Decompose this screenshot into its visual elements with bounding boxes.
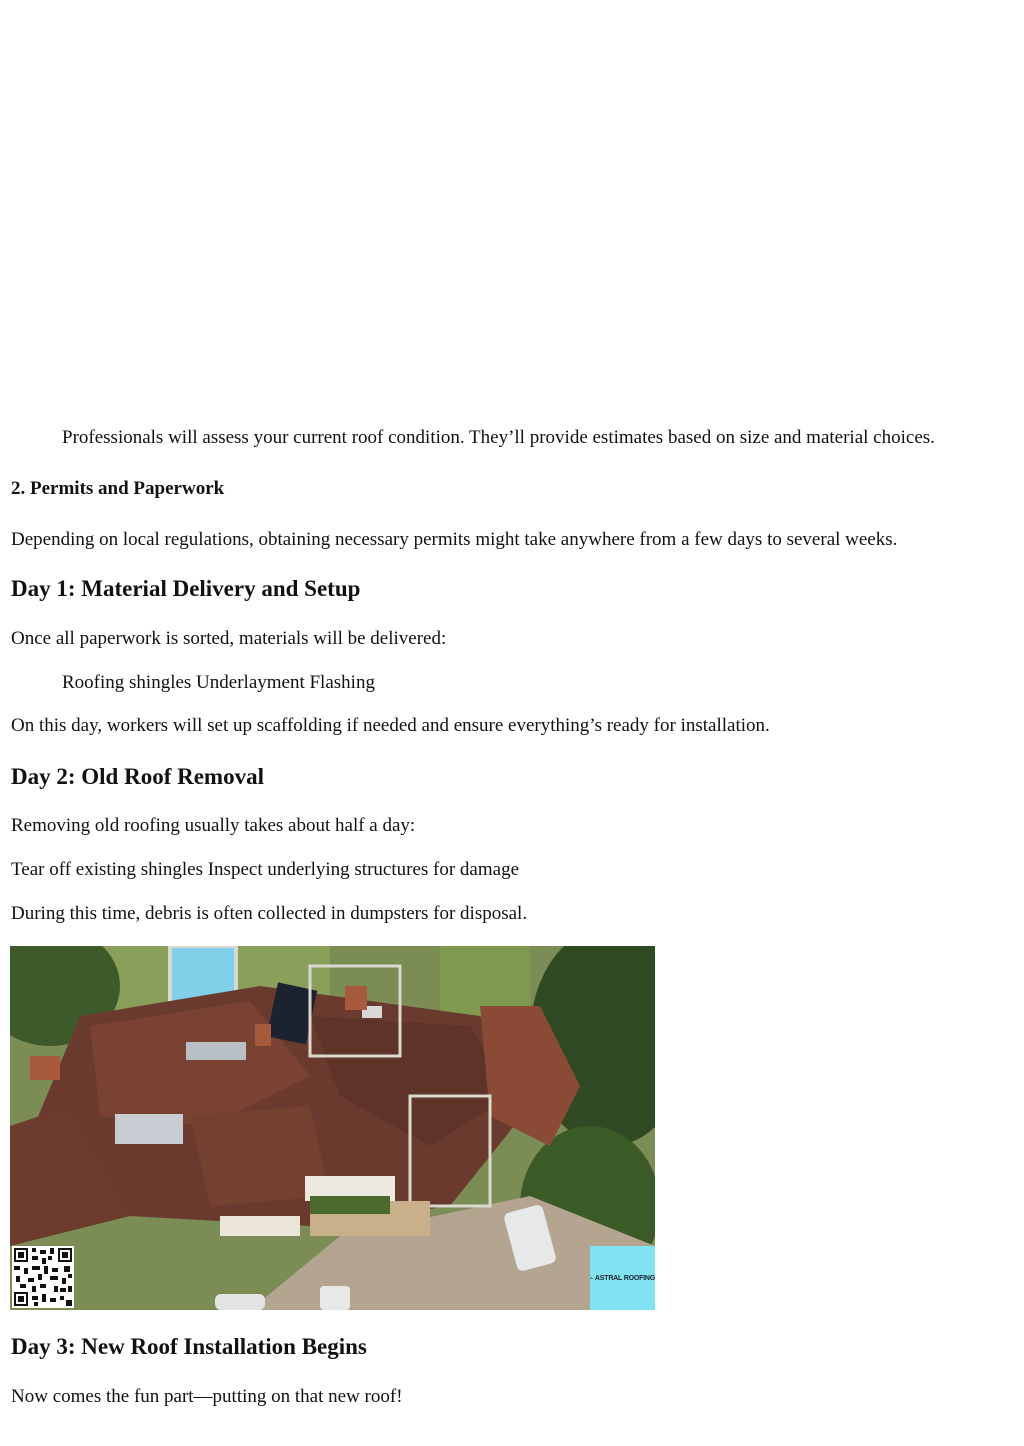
day2-steps-list: Tear off existing shingles Inspect underlying structures for damage	[11, 859, 520, 880]
roof-logo-icon	[590, 1274, 593, 1282]
section-heading-day2: Day 2: Old Roof Removal	[11, 764, 264, 789]
qr-code[interactable]	[12, 1246, 74, 1308]
brand-logo-text: ASTRAL ROOFING	[594, 1274, 655, 1282]
day2-paragraph: During this time, debris is often collected in dumpsters for disposal.	[11, 903, 528, 924]
day1-intro: Once all paperwork is sorted, materials will be delivered:	[11, 628, 447, 649]
day2-intro: Removing old roofing usually takes about half a day:	[11, 815, 416, 836]
day1-materials-list: Roofing shingles Underlayment Flashing	[62, 672, 375, 693]
permits-paragraph: Depending on local regulations, obtaining necessary permits might take anywhere from a few days to several weeks.	[11, 529, 898, 550]
brand-logo-badge	[590, 1246, 655, 1310]
aerial-roof-photo	[10, 946, 655, 1310]
section-heading-day3: Day 3: New Roof Installation Begins	[11, 1334, 367, 1359]
day3-intro: Now comes the fun part—putting on that new roof!	[11, 1386, 403, 1407]
day1-paragraph: On this day, workers will set up scaffolding if needed and ensure everything’s ready for installation.	[11, 715, 770, 736]
intro-paragraph: Professionals will assess your current roof condition. They’ll provide estimates based on size and material choices.	[62, 427, 935, 448]
aerial-roof-illustration	[10, 946, 655, 1310]
section-heading-permits: 2. Permits and Paperwork	[11, 478, 225, 499]
section-heading-day1: Day 1: Material Delivery and Setup	[11, 576, 361, 601]
qr-code-icon	[12, 1246, 74, 1308]
